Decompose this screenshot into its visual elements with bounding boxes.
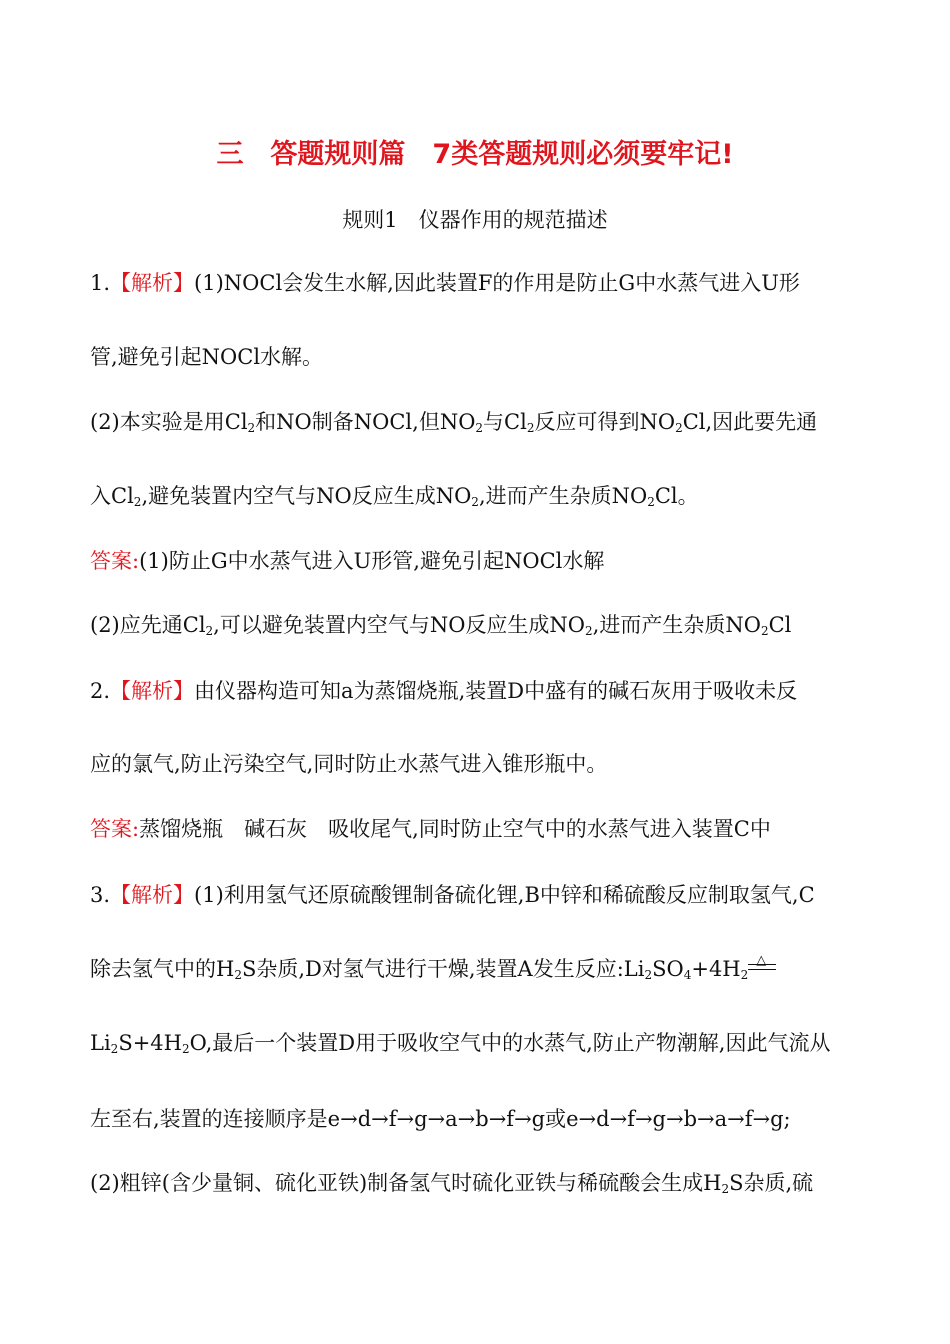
answer-label: 答案: <box>90 817 140 841</box>
q3-line-1 <box>90 880 865 910</box>
page-title: 三 答题规则篇 7类答题规则必须要牢记! <box>216 139 734 170</box>
q3-text: Li <box>90 1031 111 1055</box>
answer-text: ,进而产生杂质NO <box>592 613 761 637</box>
q1-answer-line-2 <box>90 610 865 640</box>
q2-line-2 <box>90 749 865 779</box>
subscript: 2 <box>205 624 214 638</box>
q3-line-5 <box>90 1168 865 1198</box>
subscript: 2 <box>675 421 683 435</box>
subscript: 2 <box>133 495 142 509</box>
q1-line-4 <box>90 481 865 511</box>
q3-line-3 <box>90 1028 865 1058</box>
q2-tag: 【解析】 <box>110 679 195 703</box>
subscript: 2 <box>760 624 769 638</box>
q3-text: (1)利用氢气还原硫酸锂制备硫化锂,B中锌和稀硫酸反应制取氢气,C <box>194 883 815 907</box>
q3-text: SO <box>652 957 684 981</box>
q1-text: 与Cl <box>483 410 527 434</box>
q3-text: S杂质,D对氢气进行干燥,装置A发生反应:Li <box>241 957 645 981</box>
subscript: 2 <box>526 421 535 435</box>
q1-text: 管,避免引起NOCl水解。 <box>90 345 324 369</box>
subscript: 2 <box>247 421 256 435</box>
subscript: 2 <box>721 1182 730 1196</box>
q3-text: 除去氢气中的H <box>90 957 235 981</box>
heat-triangle-icon: △ <box>756 953 767 968</box>
subscript: 2 <box>585 624 593 638</box>
subscript: 2 <box>647 495 655 509</box>
q1-text: (1)NOCl会发生水解,因此装置F的作用是防止G中水蒸气进入U形 <box>194 271 800 295</box>
subscript: 2 <box>740 968 749 982</box>
heat-equals-sign <box>748 953 776 974</box>
answer-label: 答案: <box>90 549 140 573</box>
q3-text: O,最后一个装置D用于吸收空气中的水蒸气,防止产物潮解,因此气流从 <box>189 1031 831 1055</box>
q1-text: 和NO制备NOCl,但NO <box>255 410 476 434</box>
subscript: 2 <box>234 968 242 982</box>
q3-text: +4H <box>691 957 741 981</box>
q1-text: ,进而产生杂质NO <box>478 484 648 508</box>
rule-heading: 规则1 仪器作用的规范描述 <box>342 208 608 232</box>
q2-text: 由仪器构造可知a为蒸馏烧瓶,装置D中盛有的碱石灰用于吸收未反 <box>194 679 798 703</box>
subscript: 2 <box>475 421 484 435</box>
q1-line-3 <box>90 407 865 437</box>
q1-line-2 <box>90 342 865 372</box>
q1-text: (2)本实验是用Cl <box>90 410 248 434</box>
answer-text: ,可以避免装置内空气与NO反应生成NO <box>213 613 586 637</box>
q1-tag: 【解析】 <box>110 271 195 295</box>
q1-text: Cl。 <box>654 484 699 508</box>
q1-text: 入Cl <box>90 484 134 508</box>
answer-text: (1)防止G中水蒸气进入U形管,避免引起NOCl水解 <box>139 549 605 573</box>
q1-answer-line-1 <box>90 546 865 576</box>
q3-line-4 <box>90 1104 865 1134</box>
q3-number: 3. <box>90 883 111 907</box>
answer-text: (2)应先通Cl <box>90 613 206 637</box>
q3-text: (2)粗锌(含少量铜、硫化亚铁)制备氢气时硫化亚铁与稀硫酸会生成H <box>90 1171 722 1195</box>
q2-number: 2. <box>90 679 111 703</box>
subscript: 2 <box>471 495 479 509</box>
subscript: 4 <box>683 968 692 982</box>
answer-text: Cl <box>768 613 792 637</box>
subscript: 2 <box>110 1042 119 1056</box>
q1-line-1 <box>90 268 865 298</box>
q2-text: 应的氯气,防止污染空气,同时防止水蒸气进入锥形瓶中。 <box>90 752 608 776</box>
subscript: 2 <box>181 1042 190 1056</box>
answer-text: 蒸馏烧瓶 碱石灰 吸收尾气,同时防止空气中的水蒸气进入装置C中 <box>139 817 771 841</box>
q3-text: S杂质,硫 <box>729 1171 814 1195</box>
q1-text: Cl,因此要先通 <box>682 410 818 434</box>
q1-text: ,避免装置内空气与NO反应生成NO <box>141 484 472 508</box>
q3-line-2 <box>90 954 865 984</box>
q1-number: 1. <box>90 271 111 295</box>
q1-text: 反应可得到NO <box>534 410 676 434</box>
q3-tag: 【解析】 <box>110 883 195 907</box>
q3-text: S+4H <box>118 1031 182 1055</box>
q2-line-1 <box>90 676 865 706</box>
subscript: 2 <box>644 968 653 982</box>
q2-answer-line <box>90 814 865 844</box>
q3-text: 左至右,装置的连接顺序是e→d→f→g→a→b→f→g或e→d→f→g→b→a→f→g; <box>90 1107 791 1131</box>
